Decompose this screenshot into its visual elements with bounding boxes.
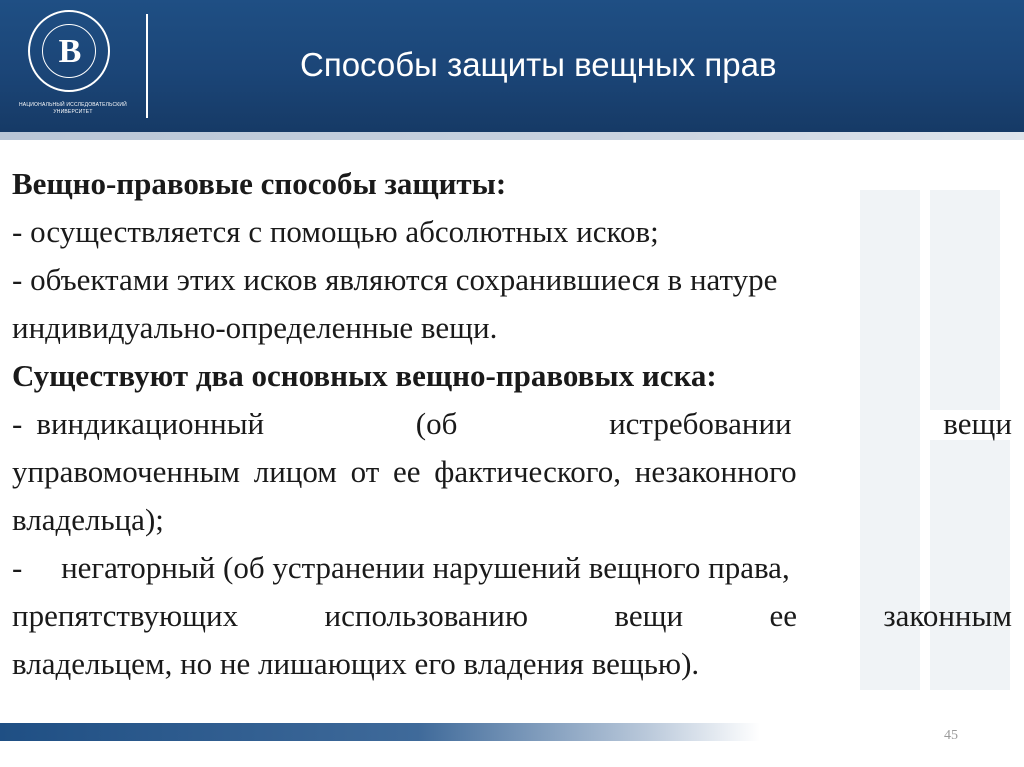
text-line-justified	[12, 400, 1012, 448]
text-line: - негаторный (об устранении нарушений вещного права,	[12, 550, 790, 585]
logo-letter: В	[58, 33, 82, 70]
footer-bar	[0, 723, 760, 741]
text-line: - объектами этих исков являются сохранившиеся в натуре	[12, 262, 778, 297]
word: вещи	[614, 598, 684, 633]
word: (об	[415, 406, 458, 441]
text-line: управомоченным лицом от ее фактического, незаконного	[12, 454, 797, 489]
heading-real-rights-methods: Вещно-правовые способы защиты:	[12, 166, 507, 201]
word: законным	[883, 598, 1012, 633]
header-divider	[146, 14, 148, 118]
word: виндикационный	[36, 406, 265, 441]
slide-body	[12, 160, 1012, 688]
heading-two-claims: Существуют два основных вещно-правовых иска:	[12, 358, 717, 393]
word: препятствующих	[12, 598, 239, 633]
word: -	[12, 406, 23, 441]
logo-inner-ring	[42, 24, 96, 78]
word: истребовании	[609, 406, 792, 441]
word: использованию	[324, 598, 529, 633]
header-underline	[0, 132, 1024, 140]
logo-caption: НАЦИОНАЛЬНЫЙ ИССЛЕДОВАТЕЛЬСКИЙ УНИВЕРСИТЕТ	[19, 102, 127, 115]
text-line: индивидуально-определенные вещи.	[12, 310, 498, 345]
text-line: - осуществляется с помощью абсолютных исков;	[12, 214, 659, 249]
text-line: владельца);	[12, 502, 164, 537]
page-number: 45	[944, 728, 958, 743]
logo-seal	[28, 10, 110, 92]
slide-title: Способы защиты вещных прав	[300, 46, 777, 83]
slide-header	[0, 0, 1024, 132]
university-logo	[14, 8, 140, 124]
text-line-justified	[12, 592, 1012, 640]
word: ее	[769, 598, 797, 633]
word: вещи	[943, 406, 1012, 441]
text-line: владельцем, но не лишающих его владения вещью).	[12, 646, 700, 681]
